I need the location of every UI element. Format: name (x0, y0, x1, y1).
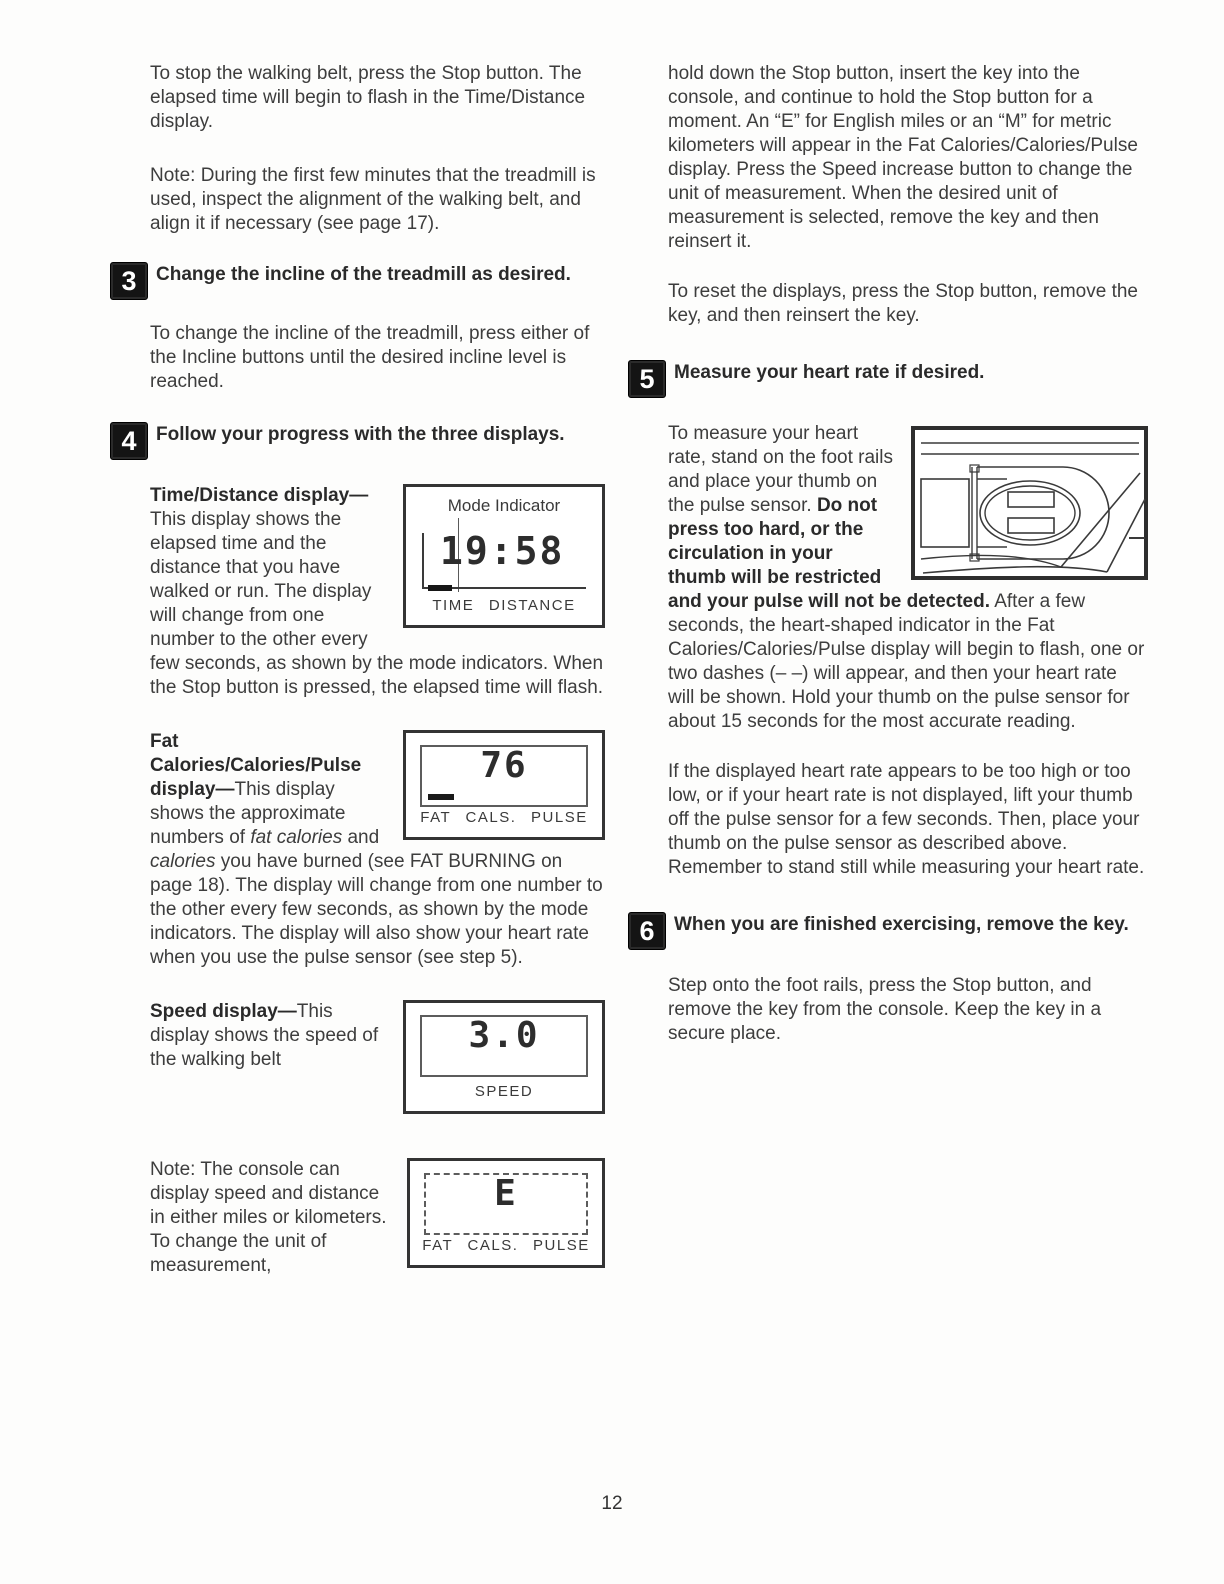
display-label: TIME DISTANCE (432, 597, 576, 614)
paragraph-remove-key: Step onto the foot rails, press the Stop button, and remove the key from the console. Keep the key in a secure place. (668, 975, 1102, 1044)
fat-calories-body: and (342, 827, 380, 848)
display-label: FAT CALS. PULSE (420, 809, 588, 826)
fat-calories-lead: Fat Calories/Calories/Pulse display— (150, 731, 362, 800)
step-3-heading: Change the incline of the treadmill as desired. (156, 264, 571, 285)
heart-rate-warning: Do not press too hard, or the circulation in your thumb will be restricted and your pulse will not be detected. (668, 495, 990, 612)
fat-calories-display (403, 730, 605, 840)
unit-note-section (150, 1158, 605, 1278)
speed-lead: Speed display— (150, 1001, 297, 1022)
lcd-value: 3.0 (468, 1015, 540, 1056)
step-5-badge: 5 (628, 360, 666, 398)
fat-calories-body: This display shows the approximate numbers of (150, 779, 346, 848)
step-5-heading: Measure your heart rate if desired. (674, 362, 985, 383)
lcd-panel (424, 1173, 588, 1235)
unit-display (407, 1158, 605, 1268)
paragraph-belt-alignment-note: Note: During the first few minutes that the treadmill is used, inspect the alignment of the walking belt, and align it if necessary (see page 17). (150, 165, 596, 234)
speed-display (403, 1000, 605, 1114)
display-label: FAT CALS. PULSE (422, 1237, 590, 1254)
paragraph-unit-change: hold down the Stop button, insert the key into the console, and continue to hold the Stop button for a moment. An “E” for English miles or an “M” for metric kilometers will appear in the Fat Calories/Calories/Pulse display. Press the Speed increase button to change the unit of measurement. When the desired unit of measurement is selected, remove the key and then reinsert it. (668, 63, 1138, 252)
italic-fat-calories: fat calories (250, 827, 343, 848)
speed-body: This display shows the speed of the walking belt (150, 1001, 379, 1070)
step-6-heading: When you are finished exercising, remove the key. (674, 914, 1129, 935)
lcd-panel (420, 745, 588, 807)
step-4-badge: 4 (110, 422, 148, 460)
step-5 (628, 358, 1148, 398)
time-distance-display (403, 484, 605, 628)
step-4-heading: Follow your progress with the three displays. (156, 424, 565, 445)
mode-indicator-label: Mode Indicator (447, 496, 561, 515)
heart-rate-body: After a few seconds, the heart-shaped indicator in the Fat Calories/Calories/Pulse display will begin to flash, one or two dashes (– –) will appear, and then your heart rate will be shown. Hold your thumb on the pulse sensor for about 15 seconds for the most accurate reading. (668, 591, 1145, 732)
step-4 (100, 420, 605, 460)
pulse-sensor-illustration (911, 426, 1148, 580)
fat-calories-body: you have burned (see FAT BURNING on page 18). The display will change from one number to the other every few seconds, as shown by the mode indicators. The display will also show your heart rate when you use the pulse sensor (see step 5). (150, 851, 603, 968)
paragraph-stop-belt: To stop the walking belt, press the Stop button. The elapsed time will begin to flash in the Time/Distance display. (150, 63, 586, 132)
time-distance-lead: Time/Distance display— (150, 485, 369, 506)
heart-rate-section (668, 422, 1148, 734)
display-label: SPEED (474, 1083, 534, 1100)
step-3 (100, 260, 605, 300)
time-distance-section (150, 484, 605, 700)
left-column (100, 62, 605, 1278)
step-3-badge: 3 (110, 262, 148, 300)
speed-section (150, 1000, 605, 1124)
lcd-panel (420, 1015, 588, 1077)
lcd-value: 19:58 (440, 529, 565, 573)
time-distance-body: This display shows the elapsed time and the distance that you have walked or run. The display will change from one number to the other every few seconds, as shown by the mode indicators. When the Stop button is pressed, the elapsed time will flash. (150, 509, 604, 698)
italic-calories: calories (150, 851, 216, 872)
mode-indicator-mark (428, 794, 454, 800)
lcd-value: E (494, 1173, 518, 1214)
lcd-value: 76 (480, 745, 528, 786)
step-6 (628, 910, 1148, 950)
lcd-panel (422, 529, 586, 589)
page-number: 12 (601, 1493, 623, 1514)
paragraph-reset-displays: To reset the displays, press the Stop button, remove the key, and then reinsert the key. (668, 281, 1138, 326)
mode-indicator-mark (428, 585, 452, 591)
fat-calories-section (150, 730, 605, 970)
right-column (628, 62, 1148, 1046)
paragraph-incline: To change the incline of the treadmill, press either of the Incline buttons until the desired incline level is reached. (150, 323, 590, 392)
paragraph-heart-rate-retry: If the displayed heart rate appears to be too high or too low, or if your heart rate is not displayed, lift your thumb off the pulse sensor for a few seconds. Then, place your thumb on the pulse sensor as described above. Remember to stand still while measuring your heart rate. (668, 761, 1145, 878)
step-6-badge: 6 (628, 912, 666, 950)
paragraph-unit-note: Note: The console can display speed and distance in either miles or kilometers. To change the unit of measurement, (150, 1159, 387, 1276)
heart-rate-body: To measure your heart rate, stand on the foot rails and place your thumb on the pulse sensor. (668, 423, 893, 516)
